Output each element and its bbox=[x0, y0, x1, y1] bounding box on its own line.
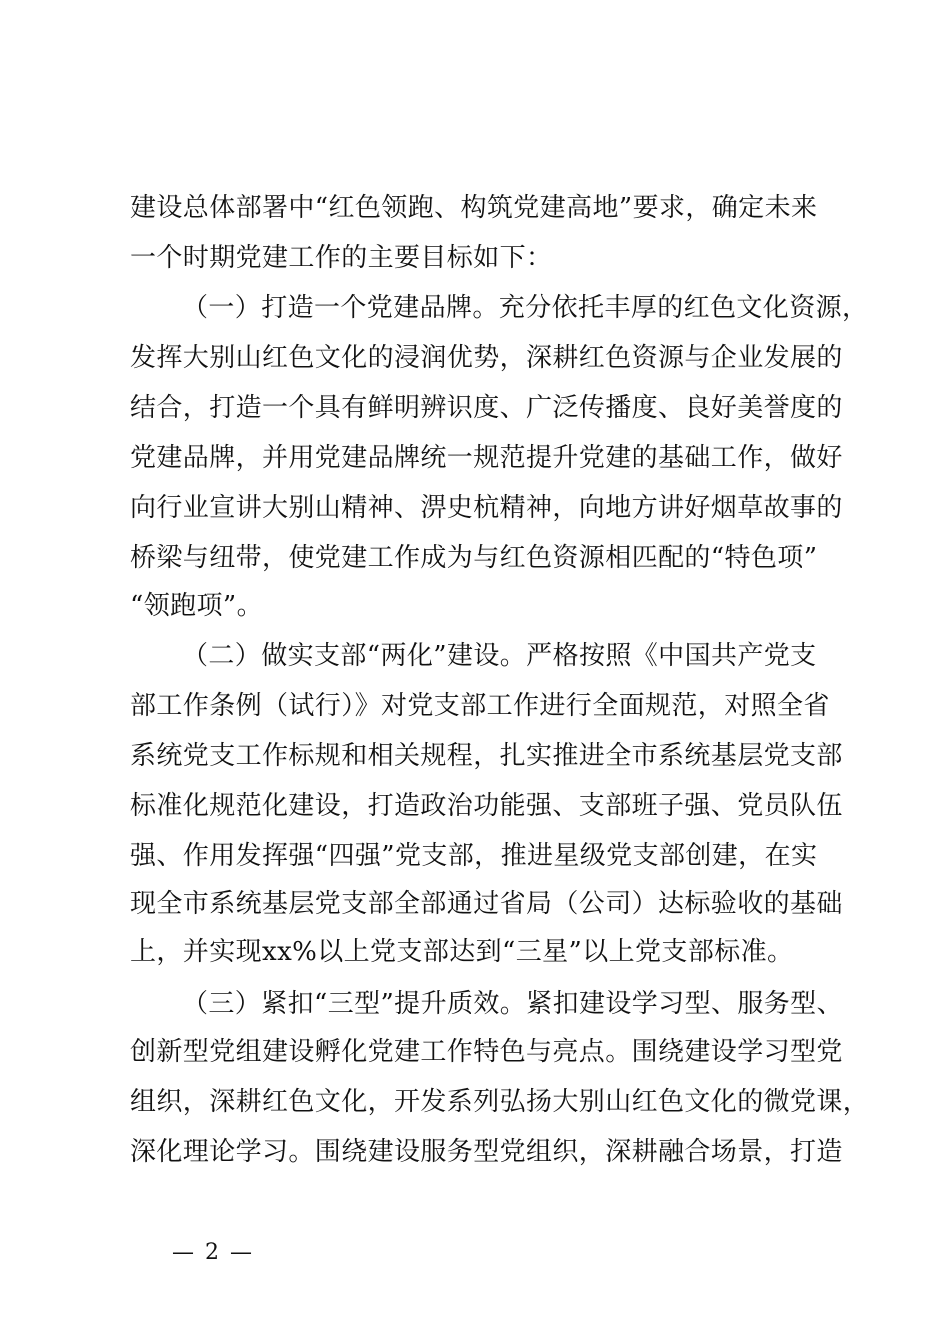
body-text-line: 建设总体部署中“红色领跑、构筑党建高地”要求，确定未来 bbox=[130, 193, 818, 223]
body-text-line: 党建品牌，并用党建品牌统一规范提升党建的基础工作，做好 bbox=[130, 443, 843, 473]
body-text-line: 系统党支工作标规和相关规程，扎实推进全市系统基层党支部 bbox=[130, 741, 843, 771]
body-text-line: 部工作条例（试行）》对党支部工作进行全面规范，对照全省 bbox=[130, 691, 830, 721]
body-text-line: 组织，深耕红色文化，开发系列弘扬大别山红色文化的微党课， bbox=[130, 1087, 870, 1117]
body-text-line: 现全市系统基层党支部全部通过省局（公司）达标验收的基础 bbox=[130, 889, 843, 919]
body-text-line: 创新型党组建设孵化党建工作特色与亮点。围绕建设学习型党 bbox=[130, 1037, 843, 1067]
body-text-line: 发挥大别山红色文化的浸润优势，深耕红色资源与企业发展的 bbox=[130, 343, 843, 373]
section-heading-line: （一）打造一个党建品牌。充分依托丰厚的红色文化资源， bbox=[182, 293, 869, 323]
page-number: — 2 — bbox=[172, 1240, 254, 1265]
body-text-line: 标准化规范化建设，打造政治功能强、支部班子强、党员队伍 bbox=[130, 791, 843, 821]
section-heading-line: （三）紧扣“三型”提升质效。紧扣建设学习型、服务型、 bbox=[182, 989, 843, 1019]
section-heading-line: （二）做实支部“两化”建设。严格按照《中国共产党支 bbox=[182, 641, 817, 671]
body-text-line: “领跑项”。 bbox=[130, 591, 263, 621]
body-text-line: 深化理论学习。围绕建设服务型党组织，深耕融合场景，打造 bbox=[130, 1137, 843, 1167]
body-text-line: 上，并实现xx%以上党支部达到“三星”以上党支部标准。 bbox=[130, 937, 794, 967]
body-text-line: 向行业宣讲大别山精神、淠史杭精神，向地方讲好烟草故事的 bbox=[130, 493, 843, 523]
body-text-line: 一个时期党建工作的主要目标如下： bbox=[130, 243, 553, 273]
body-text-line: 桥梁与纽带，使党建工作成为与红色资源相匹配的“特色项” bbox=[130, 543, 818, 573]
body-text-line: 强、作用发挥强“四强”党支部，推进星级党支部创建，在实 bbox=[130, 841, 818, 871]
body-text-line: 结合，打造一个具有鲜明辨识度、广泛传播度、良好美誉度的 bbox=[130, 393, 843, 423]
